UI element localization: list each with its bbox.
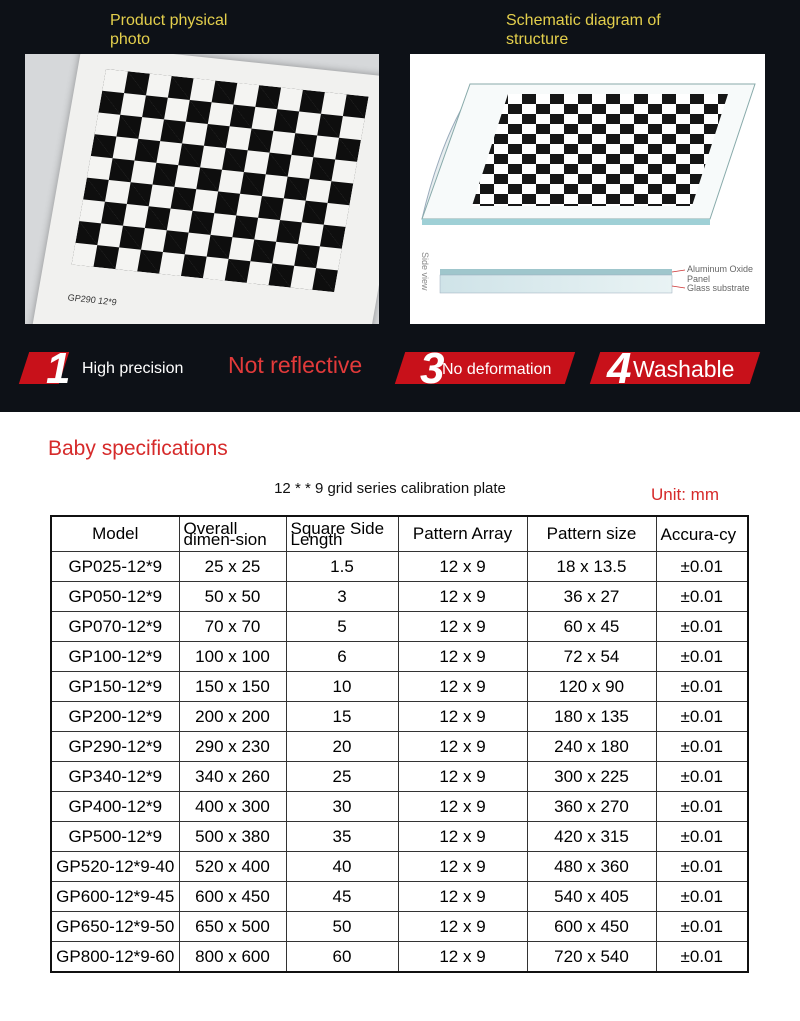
cell-pattern-array: 12 x 9	[398, 762, 527, 792]
cell-accuracy: ±0.01	[656, 762, 748, 792]
table-row	[51, 552, 748, 582]
cell-pattern-size: 72 x 54	[527, 642, 656, 672]
cell-overall-dimension: 520 x 400	[179, 852, 286, 882]
cell-pattern-array: 12 x 9	[398, 942, 527, 973]
table-header-row	[51, 516, 748, 552]
cell-pattern-array: 12 x 9	[398, 792, 527, 822]
cell-square-side: 30	[286, 792, 398, 822]
feature-number: 1	[46, 344, 71, 393]
cell-model: GP025-12*9	[51, 552, 179, 582]
cell-accuracy: ±0.01	[656, 672, 748, 702]
table-row	[51, 582, 748, 612]
cell-overall-dimension: 340 x 260	[179, 762, 286, 792]
cell-square-side: 20	[286, 732, 398, 762]
table-body	[51, 552, 748, 973]
cell-square-side: 1.5	[286, 552, 398, 582]
cell-model: GP290-12*9	[51, 732, 179, 762]
hero-panel	[0, 0, 800, 412]
cell-overall-dimension: 650 x 500	[179, 912, 286, 942]
specs-table	[50, 515, 749, 973]
cell-pattern-array: 12 x 9	[398, 912, 527, 942]
table-row	[51, 822, 748, 852]
unit-label: Unit: mm	[651, 485, 719, 504]
cell-overall-dimension: 500 x 380	[179, 822, 286, 852]
cell-overall-dimension: 600 x 450	[179, 882, 286, 912]
feature-high-precision	[24, 344, 200, 393]
cell-accuracy: ±0.01	[656, 792, 748, 822]
table-row	[51, 942, 748, 973]
structure-diagram	[410, 54, 765, 324]
cell-accuracy: ±0.01	[656, 612, 748, 642]
cell-pattern-array: 12 x 9	[398, 582, 527, 612]
specs-title: Baby specifications	[48, 437, 228, 460]
cell-square-side: 3	[286, 582, 398, 612]
col-header-model: Model	[51, 516, 179, 552]
specs-subtitle: 12 * * 9 grid series calibration plate	[274, 480, 506, 497]
checkerboard-pattern	[72, 69, 369, 292]
cell-accuracy: ±0.01	[656, 582, 748, 612]
cell-overall-dimension: 25 x 25	[179, 552, 286, 582]
cell-overall-dimension: 800 x 600	[179, 942, 286, 973]
feature-label: High precision	[82, 360, 184, 377]
cell-pattern-size: 720 x 540	[527, 942, 656, 973]
cell-pattern-array: 12 x 9	[398, 642, 527, 672]
photo-caption: Product physical photo	[110, 12, 228, 48]
cell-model: GP050-12*9	[51, 582, 179, 612]
table-row	[51, 732, 748, 762]
cell-pattern-size: 300 x 225	[527, 762, 656, 792]
col-header-pattern-size: Pattern size	[527, 516, 656, 552]
cell-model: GP650-12*9-50	[51, 912, 179, 942]
cell-pattern-array: 12 x 9	[398, 822, 527, 852]
cell-model: GP600-12*9-45	[51, 882, 179, 912]
glass-layer	[440, 275, 672, 293]
cell-pattern-array: 12 x 9	[398, 732, 527, 762]
table-row	[51, 672, 748, 702]
cell-accuracy: ±0.01	[656, 912, 748, 942]
cell-overall-dimension: 100 x 100	[179, 642, 286, 672]
cell-pattern-size: 18 x 13.5	[527, 552, 656, 582]
cell-accuracy: ±0.01	[656, 642, 748, 672]
feature-label: Washable	[633, 356, 735, 382]
cell-accuracy: ±0.01	[656, 852, 748, 882]
cell-accuracy: ±0.01	[656, 822, 748, 852]
table-row	[51, 762, 748, 792]
table-row	[51, 612, 748, 642]
col-header-overall-dimension: Overall dimen-sion	[179, 516, 286, 552]
board-label: GP290 12*9	[66, 292, 118, 308]
side-view-label: Side view	[420, 252, 430, 291]
table-row	[51, 792, 748, 822]
cell-model: GP800-12*9-60	[51, 942, 179, 973]
cell-square-side: 5	[286, 612, 398, 642]
cell-accuracy: ±0.01	[656, 552, 748, 582]
cell-model: GP520-12*9-40	[51, 852, 179, 882]
table-row	[51, 882, 748, 912]
cell-overall-dimension: 200 x 200	[179, 702, 286, 732]
col-header-square-side: Square Side Length	[286, 516, 398, 552]
aluminum-layer	[440, 269, 672, 275]
cell-pattern-size: 60 x 45	[527, 612, 656, 642]
cell-overall-dimension: 50 x 50	[179, 582, 286, 612]
cell-square-side: 25	[286, 762, 398, 792]
cell-pattern-size: 36 x 27	[527, 582, 656, 612]
cell-pattern-array: 12 x 9	[398, 702, 527, 732]
feature-not-reflective	[212, 348, 384, 386]
aluminum-label: Aluminum Oxide Panel	[687, 264, 754, 284]
cell-pattern-size: 420 x 315	[527, 822, 656, 852]
cell-pattern-size: 540 x 405	[527, 882, 656, 912]
cell-accuracy: ±0.01	[656, 882, 748, 912]
cell-model: GP340-12*9	[51, 762, 179, 792]
cell-pattern-size: 600 x 450	[527, 912, 656, 942]
table-row	[51, 852, 748, 882]
glass-label: Glass substrate	[687, 283, 750, 293]
cell-overall-dimension: 290 x 230	[179, 732, 286, 762]
cell-square-side: 60	[286, 942, 398, 973]
cell-overall-dimension: 150 x 150	[179, 672, 286, 702]
cell-model: GP400-12*9	[51, 792, 179, 822]
cell-square-side: 6	[286, 642, 398, 672]
feature-label: Not reflective	[228, 352, 363, 378]
cell-pattern-array: 12 x 9	[398, 552, 527, 582]
cell-square-side: 40	[286, 852, 398, 882]
cell-pattern-size: 240 x 180	[527, 732, 656, 762]
cell-pattern-size: 180 x 135	[527, 702, 656, 732]
feature-no-deformation	[400, 344, 580, 393]
col-header-accuracy: Accura-cy	[656, 516, 748, 552]
cell-pattern-size: 120 x 90	[527, 672, 656, 702]
product-photo	[25, 54, 379, 324]
cell-model: GP100-12*9	[51, 642, 179, 672]
cell-pattern-array: 12 x 9	[398, 612, 527, 642]
cell-accuracy: ±0.01	[656, 702, 748, 732]
feature-washable	[595, 344, 765, 393]
cell-accuracy: ±0.01	[656, 732, 748, 762]
cell-square-side: 10	[286, 672, 398, 702]
cell-overall-dimension: 400 x 300	[179, 792, 286, 822]
cell-accuracy: ±0.01	[656, 942, 748, 973]
schematic-caption: Schematic diagram of structure	[506, 12, 661, 48]
cell-model: GP500-12*9	[51, 822, 179, 852]
cell-model: GP150-12*9	[51, 672, 179, 702]
cell-pattern-size: 360 x 270	[527, 792, 656, 822]
cell-model: GP200-12*9	[51, 702, 179, 732]
feature-number: 3	[420, 344, 445, 393]
table-row	[51, 642, 748, 672]
cell-square-side: 35	[286, 822, 398, 852]
cell-pattern-array: 12 x 9	[398, 882, 527, 912]
cell-square-side: 15	[286, 702, 398, 732]
cell-square-side: 45	[286, 882, 398, 912]
cell-pattern-array: 12 x 9	[398, 672, 527, 702]
col-header-pattern-array: Pattern Array	[398, 516, 527, 552]
table-row	[51, 912, 748, 942]
cell-pattern-size: 480 x 360	[527, 852, 656, 882]
feature-label: No deformation	[442, 361, 552, 378]
cell-model: GP070-12*9	[51, 612, 179, 642]
cell-pattern-array: 12 x 9	[398, 852, 527, 882]
table-row	[51, 702, 748, 732]
calibration-board	[30, 54, 379, 324]
cell-overall-dimension: 70 x 70	[179, 612, 286, 642]
feature-number: 4	[607, 344, 632, 393]
cell-square-side: 50	[286, 912, 398, 942]
